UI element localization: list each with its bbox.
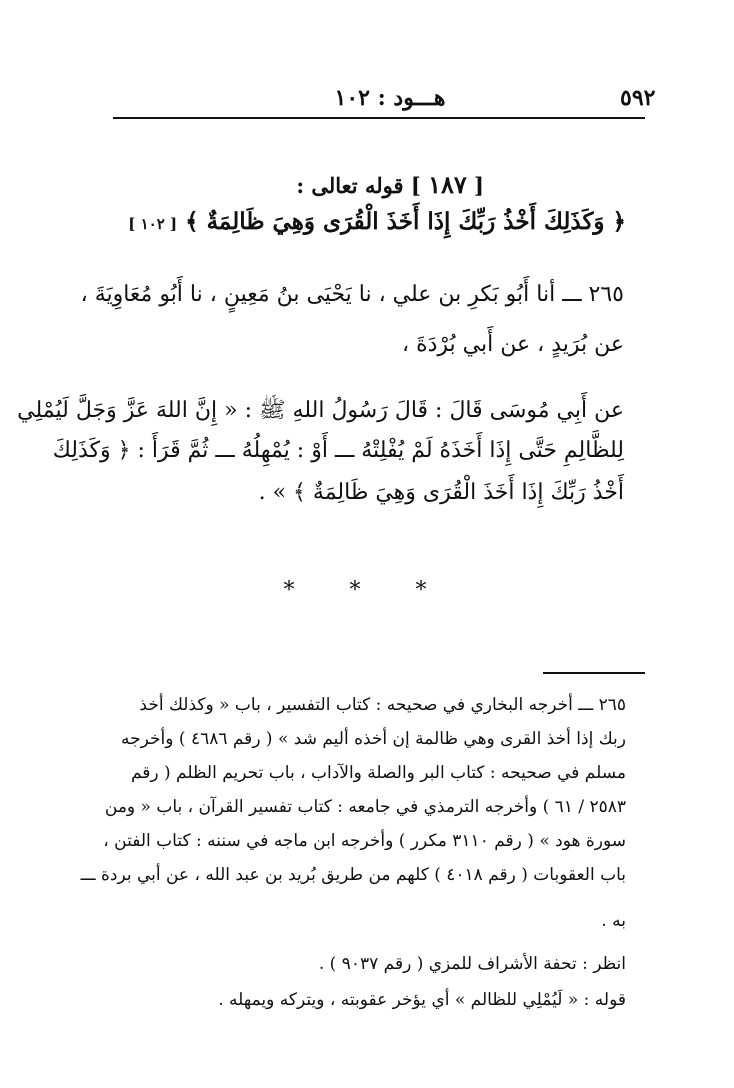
verse-intro: قوله تعالى :	[296, 173, 404, 198]
footnote-line-6: باب العقوبات ( رقم ٤٠١٨ ) كلهم من طريق بُريد بن عبد الله ، عن أبي بردة ـــ	[80, 865, 626, 885]
isnad-line-1: ٢٦٥ ـــ أنا أَبُو بَكرِ بن علي ، نا يَحْيَى بنُ مَعِينٍ ، نا أَبُو مُعَاوِيَةَ ،	[80, 282, 624, 307]
footnote-rule	[543, 672, 645, 674]
isnad-line-2: عن بُرَيدٍ ، عن أَبي بُرْدَةَ ،	[402, 332, 624, 357]
footnote-line-8: انظر : تحفة الأشراف للمزي ( رقم ٩٠٣٧ ) .	[318, 954, 626, 974]
header-rule	[113, 117, 645, 119]
footnote-line-9: قوله : « لَيُمْلِي للظالم » أي يؤخر عقوبته ، ويتركه ويمهله .	[218, 990, 626, 1010]
verse-text: ﴿ وَكَذَلِكَ أَخْذُ رَبِّكَ إِذَا أَخَذَ الْقُرَى وَهِيَ ظَالِمَةٌ ﴾	[185, 208, 626, 235]
section-separator: * * *	[283, 578, 451, 603]
footnote-line-3: مسلم في صحيحه : كتاب البر والصلة والآداب ، باب تحريم الظلم ( رقم	[130, 763, 626, 783]
footnote-line-7: به .	[601, 911, 626, 931]
footnote-line-1: ٢٦٥ ـــ أخرجه البخاري في صحيحه : كتاب التفسير ، باب « وكذلك أخذ	[139, 695, 626, 715]
page-number: ٥٩٢	[620, 85, 656, 111]
footnote-line-4: ٢٥٨٣ / ٦١ ) وأخرجه الترمذي في جامعه : كتاب تفسير القرآن ، باب « ومن	[104, 797, 626, 817]
hadith-line-1: عن أَبِي مُوسَى قَالَ : قَالَ رَسُولُ اللهِ ﷺ : « إِنَّ اللهَ عَزَّ وَجَلَّ لَيُمْلِي	[17, 398, 624, 423]
footnote-line-5: سورة هود » ( رقم ٣١١٠ مكرر ) وأخرجه ابن ماجه في سننه : كتاب الفتن ،	[103, 831, 626, 851]
hadith-line-2: لِلظَّالِمِ حَتَّى إِذَا أَخَذَهُ لَمْ يُفْلِتْهُ ـــ أَوْ : يُمْهِلُهُ ـــ ثُمَّ قَرَأَ : ﴿ وَكَذَلِكَ	[52, 438, 624, 463]
verse-number: ١٨٧	[428, 170, 467, 199]
hadith-line-3: أَخْذُ رَبِّكَ إِذَا أَخَذَ الْقُرَى وَهِيَ ظَالِمَةٌ ﴾ » .	[258, 480, 624, 505]
verse-heading: [ ١٨٧ ] قوله تعالى :	[296, 170, 484, 199]
quran-verse	[128, 208, 626, 235]
sura-reference: هـــود : ١٠٢	[334, 85, 446, 111]
ayah-reference: [ ١٠٢ ]	[128, 215, 178, 233]
footnote-line-2: ربك إذا أخذ القرى وهي ظالمة إن أخذه أليم شد » ( رقم ٤٦٨٦ ) وأخرجه	[121, 729, 626, 749]
